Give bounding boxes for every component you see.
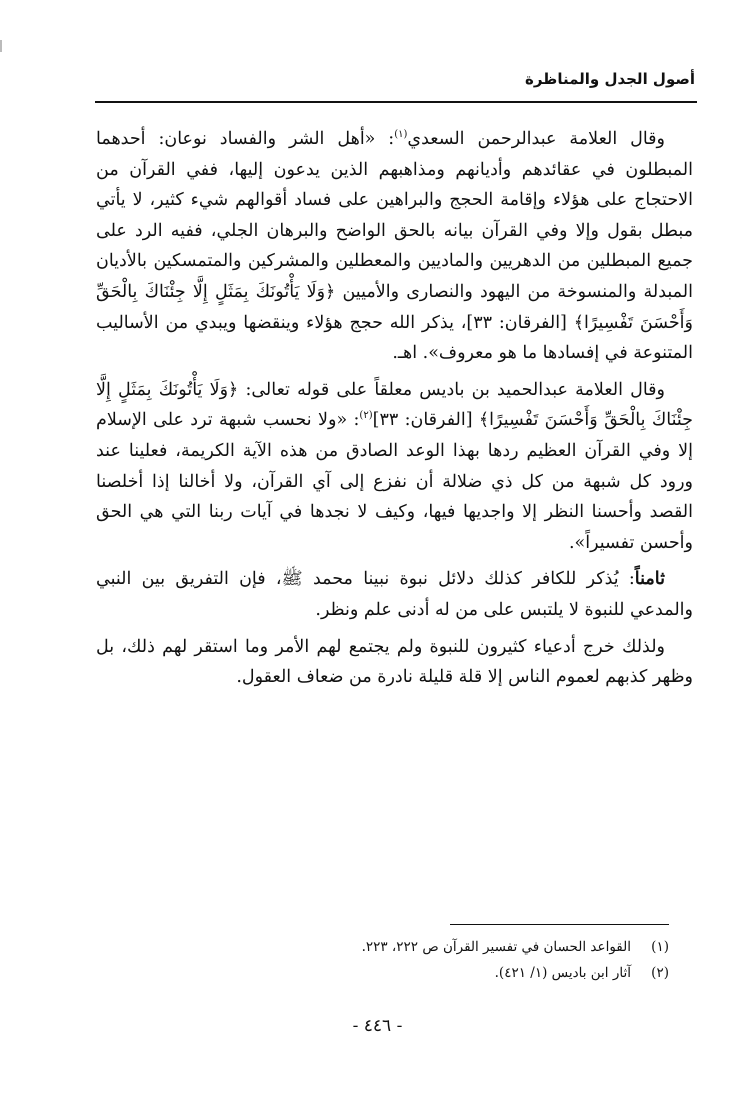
paragraph-1 [96, 124, 693, 369]
footnote-rule [450, 924, 669, 925]
p3-text: : يُذكر للكافر كذلك دلائل نبوة نبينا محمد ﷺ، فإن التفريق بين النبي والمدعي للنبوة لا يلتبس على من له أدنى علم ونظر. [96, 569, 693, 620]
paragraph-4 [96, 632, 693, 693]
main-text [96, 124, 693, 699]
footnote-text: القواعد الحسان في تفسير القرآن ص ٢٢٢، ٢٢٣. [361, 939, 631, 955]
footnotes [96, 934, 669, 986]
page-number: - ٤٤٦ - [352, 1016, 403, 1036]
footnote-number: (٢) [651, 965, 669, 981]
footnote-number: (١) [651, 939, 669, 955]
p2-text-start: وقال العلامة عبدالحميد بن باديس معلقاً على قوله تعالى: ﴿وَلَا يَأْتُونَكَ بِمَثَلٍ إِلَّا جِئْنَاكَ بِالْحَقِّ وَأَحْسَنَ تَفْسِيرًا﴾ [الفرقان: ٣٣] [96, 379, 693, 431]
p2-text-rest: : «ولا نحسب شبهة ترد على الإسلام إلا وفي القرآن العظيم ردها بهذا الوعد الصادق من هذه الآية الكريمة، فعلينا عند ورود كل شبهة من كل ذي ضلالة أن نفزع إلى آي القرآن، ولا أخالنا إذا أخلصنا القصد وأحسنا النظر إلا واجديها فيها، وكيف لا نجدها في آيات ربنا التي هي الحق وأحسن تفسيراً». [96, 410, 693, 553]
p1-text-start: وقال العلامة عبدالرحمن السعدي [407, 129, 665, 149]
p4-text: ولذلك خرج أدعياء كثيرون للنبوة ولم يجتمع لهم الأمر وما استقر لهم ذلك، بل وظهر كذبهم لعموم الناس إلا قلة قليلة نادرة من ضعاف العقول. [96, 636, 693, 688]
footnote-1 [96, 934, 669, 960]
header-rule [95, 101, 697, 103]
p1-text-rest: : «أهل الشر والفساد نوعان: أحدهما المبطلون في عقائدهم وأديانهم ومذاهبهم الذين يدعون إليها، ففي القرآن من الاحتجاج على هؤلاء وإقامة الحجج والبراهين على فساد أقوالهم شيء كثير، لا يأتي مبطل بقول وإلا وفي القرآن بيانه بالحق الواضح والبرهان الجلي، ففيه الرد على جميع المبطلين من الدهريين والماديين والمعطلين والمشركين والمتمسكين بالأديان المبدلة والمنسوخة من اليهود والنصارى والأميين ﴿وَلَا يَأْتُونَكَ بِمَثَلٍ إِلَّا جِئْنَاكَ بِالْحَقِّ وَأَحْسَنَ تَفْسِيرًا﴾ [الفرقان: ٣٣]، يذكر الله حجج هؤلاء وينقضها ويبدي من الأساليب المتنوعة في إفسادها ما هو معروف». اهـ. [96, 129, 693, 364]
running-header: أصول الجدل والمناظرة [525, 70, 695, 88]
paragraph-3 [96, 564, 693, 625]
p3-lead: ثامناً [634, 569, 665, 590]
footnote-text: آثار ابن باديس (١/ ٤٢١). [494, 965, 631, 981]
scan-edge-mark [0, 40, 2, 52]
paragraph-2 [96, 375, 693, 559]
footnote-ref-1[interactable]: (١) [394, 129, 408, 141]
footnote-ref-2[interactable]: (٢) [359, 410, 373, 422]
footnote-2 [96, 960, 669, 986]
